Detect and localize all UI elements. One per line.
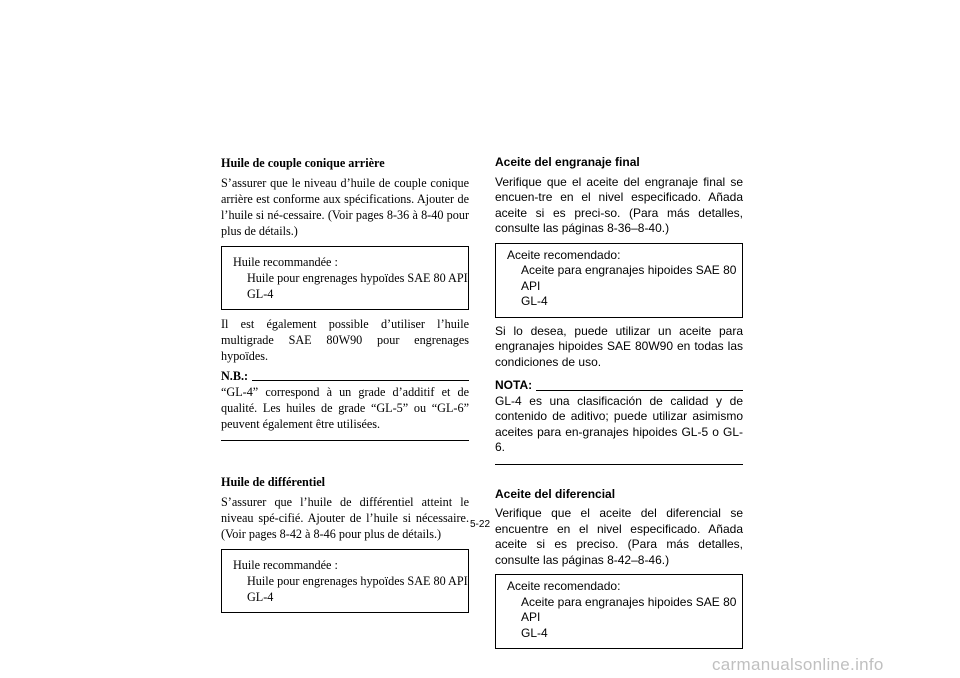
recommended-oil-box-es-1: [495, 243, 743, 318]
recommended-oil-label: Huile recommandée :: [233, 255, 338, 269]
french-column: [221, 155, 469, 613]
note-label-fr: N.B.:: [221, 369, 249, 383]
note-end-rule-fr: [221, 440, 469, 441]
recommended-oil-grade: GL-4: [521, 625, 548, 640]
page-number: 5-22: [470, 519, 491, 530]
differential-oil-heading-fr: Huile de différentiel: [221, 475, 326, 489]
differential-oil-text-es: Verifique que el aceite del diferencial se encuentre en el nivel especificado. Añada aceite si es preciso. (Para más detalles, consulte las páginas 8-42–8-46.): [495, 506, 743, 567]
recommended-oil-spec: Aceite para engranajes hipoides SAE 80 API: [521, 594, 737, 624]
recommended-oil-box-fr-1: [221, 246, 469, 310]
rear-gear-oil-text-fr: S’assurer que le niveau d’huile de couple conique arrière est conforme aux spécifications. Ajouter de l’huile si né-cessaire. (Voir pages 8-36 à 8-40 pour plus de détails.): [221, 176, 469, 238]
differential-oil-heading-es: Aceite del diferencial: [495, 486, 616, 501]
rear-gear-oil-heading-fr: Huile de couple conique arrière: [221, 156, 385, 170]
note-end-rule-es: [495, 464, 743, 465]
spanish-column: [495, 155, 743, 649]
recommended-oil-grade: GL-4: [521, 294, 548, 308]
recommended-oil-spec: Huile pour engrenages hypoïdes SAE 80 API: [247, 574, 468, 588]
note-label-es: NOTA:: [495, 378, 533, 392]
multigrade-oil-text-fr: Il est également possible d’utiliser l’huile multigrade SAE 80W90 pour engrenages hypoïdes.: [221, 317, 469, 363]
recommended-oil-grade: GL-4: [247, 287, 274, 301]
recommended-oil-grade: GL-4: [247, 590, 274, 604]
note-header-es: [495, 378, 743, 394]
note-header-fr: [221, 368, 469, 384]
note-rule: [252, 380, 469, 381]
recommended-oil-box-es-2: [495, 574, 743, 649]
differential-oil-text-fr: S’assurer que l’huile de différentiel atteint le niveau spé-cifié. Ajouter de l’huile si nécessaire. (Voir pages 8-42 à 8-46 pour plus de détails.): [221, 495, 469, 541]
recommended-oil-spec: Aceite para engranajes hipoides SAE 80 API: [521, 263, 737, 293]
final-gear-oil-heading-es: Aceite del engranaje final: [495, 155, 640, 169]
note-text-fr: “GL-4” correspond à un grade d’additif et de qualité. Les huiles de grade “GL-5” ou “GL-6” peuvent également être utilisées.: [221, 385, 469, 431]
recommended-oil-label: Aceite recomendado:: [507, 247, 621, 262]
multigrade-oil-text-es: Si lo desea, puede utilizar un aceite para engranajes hipoides SAE 80W90 en todas las condiciones de uso.: [495, 323, 743, 369]
recommended-oil-spec: Huile pour engrenages hypoïdes SAE 80 API: [247, 271, 468, 285]
recommended-oil-box-fr-2: [221, 549, 469, 613]
recommended-oil-label: Aceite recomendado:: [507, 579, 621, 593]
recommended-oil-label: Huile recommandée :: [233, 558, 338, 572]
final-gear-oil-text-es: Verifique que el aceite del engranaje final se encuen-tre en el nivel especificado. Añada aceite si es preci-so. (Para más detalles, consulte las páginas 8-36–8-40.): [495, 174, 743, 235]
watermark: carmanualsonline.info: [712, 655, 884, 674]
note-text-es: GL-4 es una clasificación de calidad y de contenido de aditivo; puede utilizar asimismo aceites para en-granajes hipoides GL-5 o GL-6.: [495, 393, 743, 454]
note-rule: [536, 390, 743, 391]
